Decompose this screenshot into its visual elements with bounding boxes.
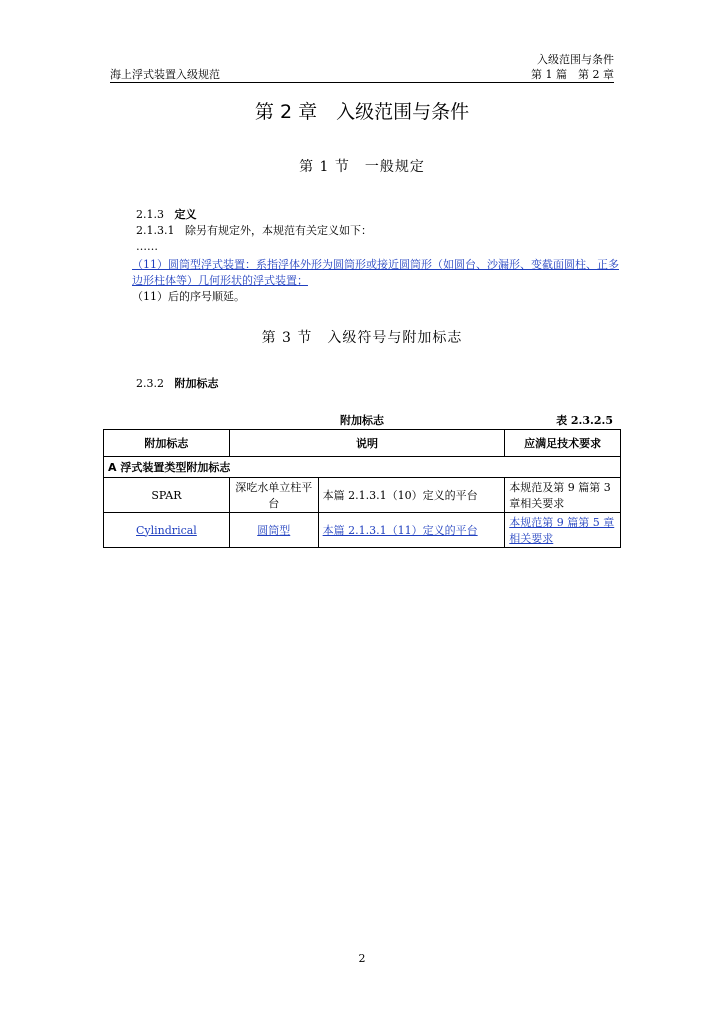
cell-notation: SPAR (104, 478, 230, 513)
definition-11 (110, 257, 622, 289)
clause-number: 2.1.3 (136, 208, 164, 221)
table-row (104, 478, 621, 513)
table-header-row (104, 430, 621, 457)
section3-title: 第 3 节 入级符号与附加标志 (261, 330, 463, 346)
cell-type: 深吃水单立柱平台 (229, 478, 318, 513)
clause-2-1-3-1 (136, 223, 372, 239)
cell-description: 本篇 2.1.3.1（11）定义的平台 (322, 524, 478, 537)
page-number: 2 (358, 952, 366, 965)
header-rule (110, 82, 614, 83)
renumber-note: （11）后的序号顺延。 (132, 290, 245, 303)
cell-type: 圆筒型 (257, 524, 291, 537)
col-header-notation: 附加标志 (104, 430, 230, 457)
ellipsis: …… (136, 240, 158, 253)
clause-text: 除另有规定外，本规范有关定义如下： (184, 224, 372, 237)
cell-description: 本篇 2.1.3.1（10）定义的平台 (318, 478, 505, 513)
header-right-line1: 入级范围与条件 (537, 53, 614, 66)
cell-requirements: 本规范第 9 篇第 5 章相关要求 (509, 516, 615, 545)
clause-2-3-2 (136, 376, 219, 392)
cell-notation: Cylindrical (136, 523, 197, 537)
clause-title: 定义 (174, 208, 197, 221)
table-row (104, 513, 621, 548)
table-caption-row (103, 412, 621, 428)
clause-2-1-3 (136, 207, 197, 223)
group-title: A 浮式装置类型附加标志 (104, 457, 621, 478)
cell-requirements: 本规范及第 9 篇第 3 章相关要求 (505, 478, 621, 513)
clause-number: 2.1.3.1 (136, 224, 175, 237)
header-left: 海上浮式装置入级规范 (110, 68, 220, 81)
clause-number: 2.3.2 (136, 377, 164, 390)
col-header-description: 说明 (229, 430, 504, 457)
header-right (531, 52, 614, 82)
definition-11-text: （11）圆筒型浮式装置：系指浮体外形为圆筒形或接近圆筒形（如圆台、沙漏形、变截面圆柱、正多边形柱体等）几何形状的浮式装置； (132, 258, 619, 287)
header-right-line2: 第 1 篇 第 2 章 (531, 68, 614, 81)
col-header-requirements: 应满足技术要求 (505, 430, 621, 457)
table-number: 表 2.3.2.5 (556, 414, 613, 427)
section1-title: 第 1 节 一般规定 (299, 159, 425, 175)
notation-table (103, 429, 621, 548)
table-caption: 附加标志 (340, 414, 384, 427)
clause-title: 附加标志 (174, 377, 219, 390)
table-group-row (104, 457, 621, 478)
chapter-title: 第 2 章 入级范围与条件 (254, 101, 470, 123)
